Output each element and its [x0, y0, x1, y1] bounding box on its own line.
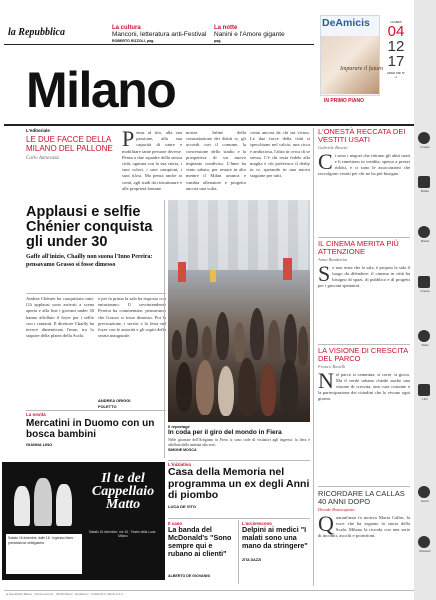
event-ad-info-box: Sabato 16 dicembre, dalle 16 · Ingresso libero · prenotazione obbligatoria — [6, 534, 82, 574]
teaser-kicker: La cultura — [112, 25, 141, 31]
opinion-title: LA VISIONE DI CRESCITA DEL PARCO — [318, 346, 408, 364]
caption-byline: SIMONE MOSCA — [168, 447, 197, 452]
opinion-body: Nel parco si cammina, si corre, si gioca. Ma il verde urbano chiede anche una visione di crescita, una cura costante e la partecipazione dei cittadini che lo vivono ogni giorno. — [318, 371, 410, 402]
teaser-byline: ROBERTO RIZZOLI, pag. — [112, 38, 155, 43]
lead-standfirst: Gaffe all'inizio, Chailly non suona l'Inno Pereira: pensavamo Grasso si fosse dimesso — [26, 254, 153, 268]
teaser-byline: pag. — [214, 38, 222, 43]
sidebar-label: Ristoranti — [419, 550, 431, 553]
mcdonalds-title: La banda del McDonald's "Sono sempre qui e rubano ai clienti" — [168, 525, 232, 558]
ad-logo: DeAmicis — [322, 17, 370, 29]
opinion-1[interactable] — [318, 128, 410, 211]
opinion-body: Ci sono i negozi che ritirano gli abiti usati e li rimettono in vendita, spesso a prezzi ridotti, e ci sono le associazioni che raccolgono vestiti per chi ne ha più bisogno. — [318, 152, 410, 177]
sidebar-label: Libri — [422, 398, 428, 401]
memoria-kicker: L'iniziativa — [168, 462, 191, 467]
event-ad-info: Sabato 16 dicembre, ore 16 · Teatro della Luna · Milano — [88, 530, 158, 539]
opinion-body: Quarant'anni fa moriva Maria Callas, la voce che ha segnato la storia della Scala. Milano la ricorda con una serie di incontri, ascolti e proiezioni. — [318, 514, 410, 539]
sidebar-label: Cinema — [420, 290, 430, 293]
caption-kicker: Il reportage — [168, 424, 190, 429]
event-ad-title: Il te del Cappellaio Matto — [91, 471, 155, 512]
opinion-title: RICORDARE LA CALLAS 40 ANNI DOPO — [318, 489, 405, 507]
opinion-title: L'ONESTÀ RECCATA DEI VESTITI USATI — [318, 127, 406, 145]
lead-body-2: e per la prima la sala ha risposto con entusiasmo. Il sovrintendente Pereira ha commentato: pensavamo che Grasso si fosse dimesso. Poi la precisazione, i sorrisi e la festa nel foyer con le autorità e gli ospiti della serata inaugurale. — [98, 296, 166, 339]
editorial-body-1: Pensa al tifo, alla sua passione, alla sua capacità di unire e mobilitare tante persone diverse. Pensa a due squadre della stessa città, ognuna con la sua storia, i suoi colori, i suoi campioni, i suoi tifosi. Ma pensa anche ai conti, agli stadi da ristrutturare e alle proprietà lontane. — [122, 130, 182, 191]
cinema-icon[interactable] — [418, 276, 430, 288]
teaser-title: Manconi, letteratura anti-Festival — [112, 31, 207, 38]
memoria-title: Casa della Memoria nel programma un ex degli Anni di piombo — [168, 466, 310, 501]
memoria-story[interactable] — [168, 462, 310, 509]
editorial-body-3: conta ancora da chi sta vicino. Le due facce della città si specchiano nel calcio, una ricca e ambiziosa, l'altra in cerca di se stessa. C'è chi resta fedele alla maglia e chi preferisce il derby in tv, sperando in una nuova stagione per tutti. — [250, 130, 310, 179]
sidebar-label: Teatro — [421, 344, 429, 347]
opinion-title: IL CINEMA MERITA PIÙ ATTENZIONE — [318, 239, 399, 257]
novita-story[interactable] — [26, 412, 166, 447]
memoria-byline: LUCA DE VITO — [168, 503, 197, 509]
editorial-title: LE DUE FACCE DELLA MILANO DEL PALLONE — [26, 135, 113, 153]
ad-tagline: Imparare il futuro — [340, 66, 384, 72]
opinion-body: Se non resta che la sala, è proprio la sala il luogo da difendere: il cinema in città ha bisogno di spazi, di pubblico e di progetti per i giovani spettatori. — [318, 264, 410, 289]
museum-icon[interactable] — [418, 176, 430, 188]
issue-number: ANNO XXII N° 1 — [386, 71, 406, 79]
date-day: 04 — [387, 23, 405, 40]
date-year: 17 — [387, 53, 405, 70]
theater-icon[interactable] — [418, 330, 430, 342]
delpini-byline: ZITA DAZZI — [242, 558, 262, 562]
novita-byline: GIANNA LINO — [26, 442, 53, 447]
opinion-author: Franco Bonelli — [318, 363, 346, 369]
delpini-title: Delpini ai medici "I malati sono una mano da stringere" — [242, 525, 308, 550]
teaser-kicker: La notte — [214, 25, 238, 31]
newspaper-brand: la Repubblica — [8, 27, 65, 38]
lead-author-1: ANDREA ORIGGI — [98, 398, 131, 403]
book-icon[interactable] — [418, 384, 430, 396]
right-sidebar — [414, 0, 436, 600]
novita-kicker: La novità — [26, 412, 46, 417]
teaser-title: Nanini e l'Amore gigante — [214, 31, 285, 38]
photo-caption[interactable] — [168, 424, 310, 452]
delpini-story[interactable] — [242, 521, 310, 562]
sidebar-label: Mostre — [421, 190, 429, 193]
opinion-author: Anna Bandettini — [318, 256, 348, 262]
ad-image — [321, 36, 379, 94]
teaser-culture[interactable] — [112, 25, 212, 43]
mcdonalds-kicker: Il caso — [168, 521, 183, 526]
editorial-kicker: L'editoriale — [26, 128, 50, 133]
editorial-body-2: nostre. Infine della contrattazione dei diritti tv, gli accordi con il comune, la concessione dello stadio e la prospettiva di un nuovo impianto condiviso. L'Inter ha vinto sabato, per restare in alto mentre il Milan arranca e cambia allenatore e progetto ancora una volta. — [186, 130, 246, 191]
event-icon[interactable] — [418, 486, 430, 498]
weather-icon[interactable] — [418, 132, 430, 144]
opinion-author: Davide Bonacquista — [318, 506, 355, 512]
opinion-4[interactable] — [318, 490, 410, 571]
section-label: IN PRIMO PIANO — [324, 98, 365, 104]
caption-body: Nelle giornate dell'Artigiano in Fiera ci sono code di visitatori agli ingressi: la fiera è affollata dalla mattina alla sera. — [168, 437, 310, 447]
editorial[interactable] — [26, 128, 114, 161]
lead-headline[interactable]: Applausi e selfie Chénier conquista gli under 30 — [26, 204, 153, 250]
mcdonalds-story[interactable] — [168, 521, 236, 578]
restaurant-icon[interactable] — [418, 536, 430, 548]
music-icon[interactable] — [418, 226, 430, 238]
mcdonalds-byline: ALBERTO DE GIOVANNI — [168, 574, 210, 578]
opinion-author: Gabriele Busetti — [318, 144, 348, 150]
delpini-kicker: L'arcivescovo — [242, 521, 272, 526]
date-column — [386, 20, 406, 79]
editorial-author: Carlo Annovazzi — [26, 156, 60, 162]
sidebar-label: Eventi — [421, 500, 429, 503]
lead-author-2: FOLETTO — [98, 404, 117, 409]
opinion-3[interactable] — [318, 347, 410, 446]
opinion-2[interactable] — [318, 240, 410, 321]
date-month: 12 — [387, 38, 405, 55]
novita-title: Mercatini in Duomo con un bosca bambini — [26, 418, 155, 440]
teaser-night[interactable] — [214, 25, 318, 43]
sidebar-label: Il meteo — [420, 146, 430, 149]
lead-body-1: Andrea Chénier ha conquistato tutti. Gli applausi sono arrivati a scena aperta e alla fine i giovani under 30 hanno affollato il foyer per i selfie con i cantanti. Il direttore Chailly ha invece dimenticato l'inno, tra lo stupore della platea della Scala. — [26, 296, 94, 339]
masthead-title: Milano — [26, 62, 176, 118]
sidebar-label: Musica — [420, 240, 430, 243]
caption-title: In coda per il giro del mondo in Fiera — [168, 429, 282, 436]
weekday: LUNEDÌ — [390, 20, 402, 24]
footer-imprint: la Repubblica Milano · Via Nervesa 21 · 20139 Milano · Redazione · Pubblicità A. Manzoni & C. — [6, 592, 125, 596]
